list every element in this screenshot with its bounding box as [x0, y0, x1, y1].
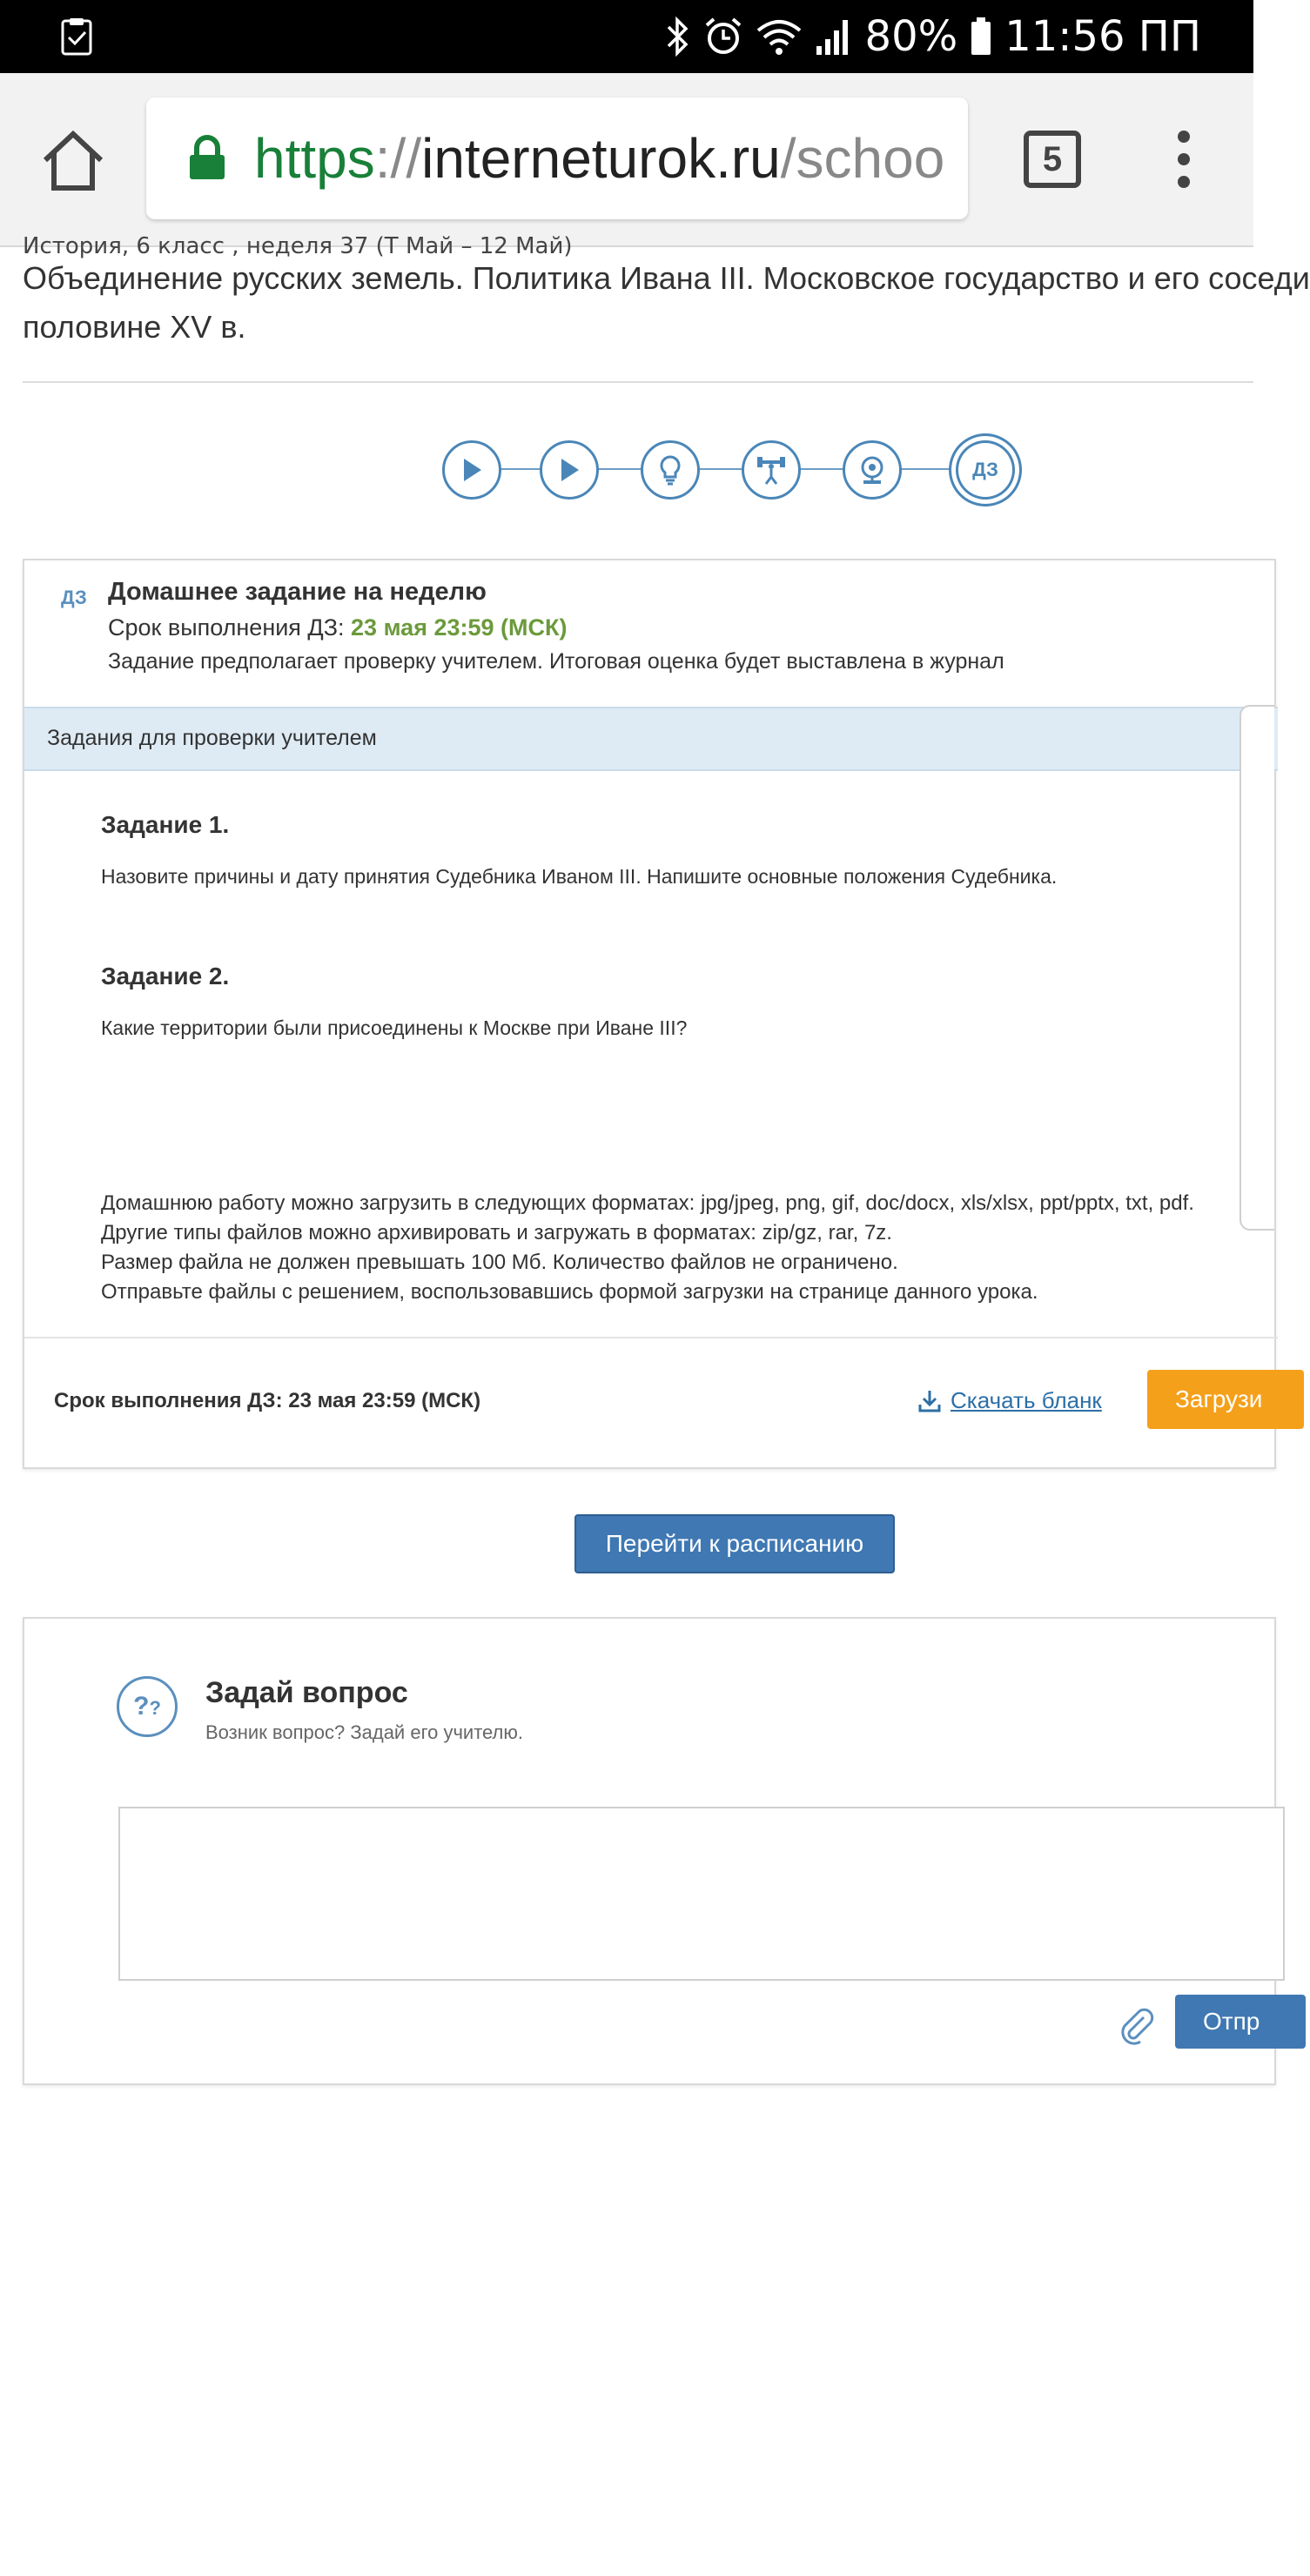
formats-line: Отправьте файлы с решением, воспользовавшись формой загрузки на странице данного урока. [101, 1280, 1038, 1304]
deadline-value: 23 мая 23:59 (МСК) [351, 614, 568, 641]
task1-title: Задание 1. [101, 811, 230, 838]
battery-icon [970, 17, 992, 57]
address-bar[interactable] [146, 97, 968, 219]
side-panel-handle[interactable] [1239, 705, 1274, 1231]
play-icon [460, 457, 483, 483]
ask-question-card [23, 1617, 1276, 2085]
homework-deadline [108, 614, 567, 641]
step-trainer[interactable] [742, 440, 801, 500]
download-form-link[interactable] [917, 1387, 1102, 1414]
question-icon-glyph-small: ? [149, 1697, 161, 1719]
upload-formats-info [101, 1189, 1194, 1307]
lock-icon [188, 136, 226, 181]
divider [23, 381, 1253, 383]
bluetooth-icon [665, 17, 691, 57]
step-webinar[interactable] [843, 440, 902, 500]
signal-icon [815, 17, 853, 57]
lesson-title-line1: Объединение русских земель. Политика Ивана III. Московское государство и его соседи [23, 260, 1310, 296]
question-textarea[interactable] [118, 1807, 1285, 1981]
url-host: interneturok.ru [421, 127, 781, 190]
tabs-button[interactable]: 5 [1024, 131, 1081, 188]
download-icon [917, 1389, 942, 1413]
status-bar [0, 0, 1253, 73]
homework-note: Задание предполагает проверку учителем. Итоговая оценка будет выставлена в журнал [108, 649, 1004, 674]
lesson-title-line2: половине XV в. [23, 309, 246, 345]
upload-button[interactable]: Загрузи [1147, 1370, 1304, 1429]
task1-text: Назовите причины и дату принятия Судебника Иваном III. Напишите основные положения Судебника. [101, 865, 1058, 888]
step-homework[interactable] [949, 433, 1022, 506]
overflow-menu-icon[interactable] [1166, 131, 1201, 200]
question-title: Задай вопрос [205, 1676, 408, 1709]
url-path: /schoo [780, 127, 945, 190]
step-summary[interactable] [641, 440, 700, 500]
step-video-2[interactable] [540, 440, 599, 500]
home-icon[interactable] [38, 125, 108, 195]
download-form-label: Скачать бланк [951, 1387, 1102, 1413]
question-icon [117, 1676, 178, 1737]
section-label: Задания для проверки учителем [47, 726, 377, 750]
footer-divider [24, 1337, 1278, 1338]
deadline-label: Срок выполнения ДЗ: [108, 614, 352, 641]
step-homework-label: ДЗ [972, 459, 998, 480]
wifi-icon [756, 17, 803, 57]
url-text[interactable] [254, 124, 944, 193]
question-icon-glyph: ? [133, 1692, 150, 1721]
url-separator: :// [374, 127, 422, 190]
webcam-icon [857, 454, 887, 486]
breadcrumb[interactable]: История, 6 класс , неделя 37 (Т Май – 12 Май) [23, 233, 573, 259]
homework-title: Домашнее задание на неделю [108, 578, 487, 606]
alarm-icon [703, 17, 743, 57]
task2-text: Какие территории были присоединены к Москве при Иване III? [101, 1016, 688, 1039]
battery-percent: 80% [864, 12, 958, 61]
clock: 11:56 ПП [1004, 12, 1201, 61]
go-to-schedule-button[interactable]: Перейти к расписанию [574, 1514, 895, 1573]
section-header [24, 707, 1278, 771]
send-question-button[interactable]: Отпр [1175, 1995, 1306, 2049]
footer-deadline: Срок выполнения ДЗ: 23 мая 23:59 (МСК) [54, 1389, 481, 1412]
browser-toolbar [0, 73, 1253, 247]
play-icon [558, 457, 581, 483]
lesson-title [23, 254, 1310, 352]
task-icon [57, 17, 96, 56]
homework-tag: ДЗ [61, 587, 87, 608]
url-protocol: https [254, 127, 375, 190]
formats-line: Другие типы файлов можно архивировать и загружать в форматах: zip/gz, rar, 7z. [101, 1221, 892, 1244]
question-subtitle: Возник вопрос? Задай его учителю. [205, 1721, 523, 1743]
lesson-steps [442, 439, 1025, 501]
trainer-icon [756, 454, 787, 486]
lightbulb-icon [658, 454, 682, 486]
task2-title: Задание 2. [101, 963, 230, 989]
homework-card [23, 559, 1276, 1469]
step-video-1[interactable] [442, 440, 501, 500]
status-icons [665, 10, 1201, 63]
paperclip-icon[interactable] [1118, 2007, 1156, 2045]
formats-line: Домашнюю работу можно загрузить в следующих форматах: jpg/jpeg, png, gif, doc/docx, xls/xlsx, ppt/pptx, txt, pdf. [101, 1191, 1194, 1215]
formats-line: Размер файла не должен превышать 100 Мб. Количество файлов не ограничено. [101, 1251, 898, 1274]
